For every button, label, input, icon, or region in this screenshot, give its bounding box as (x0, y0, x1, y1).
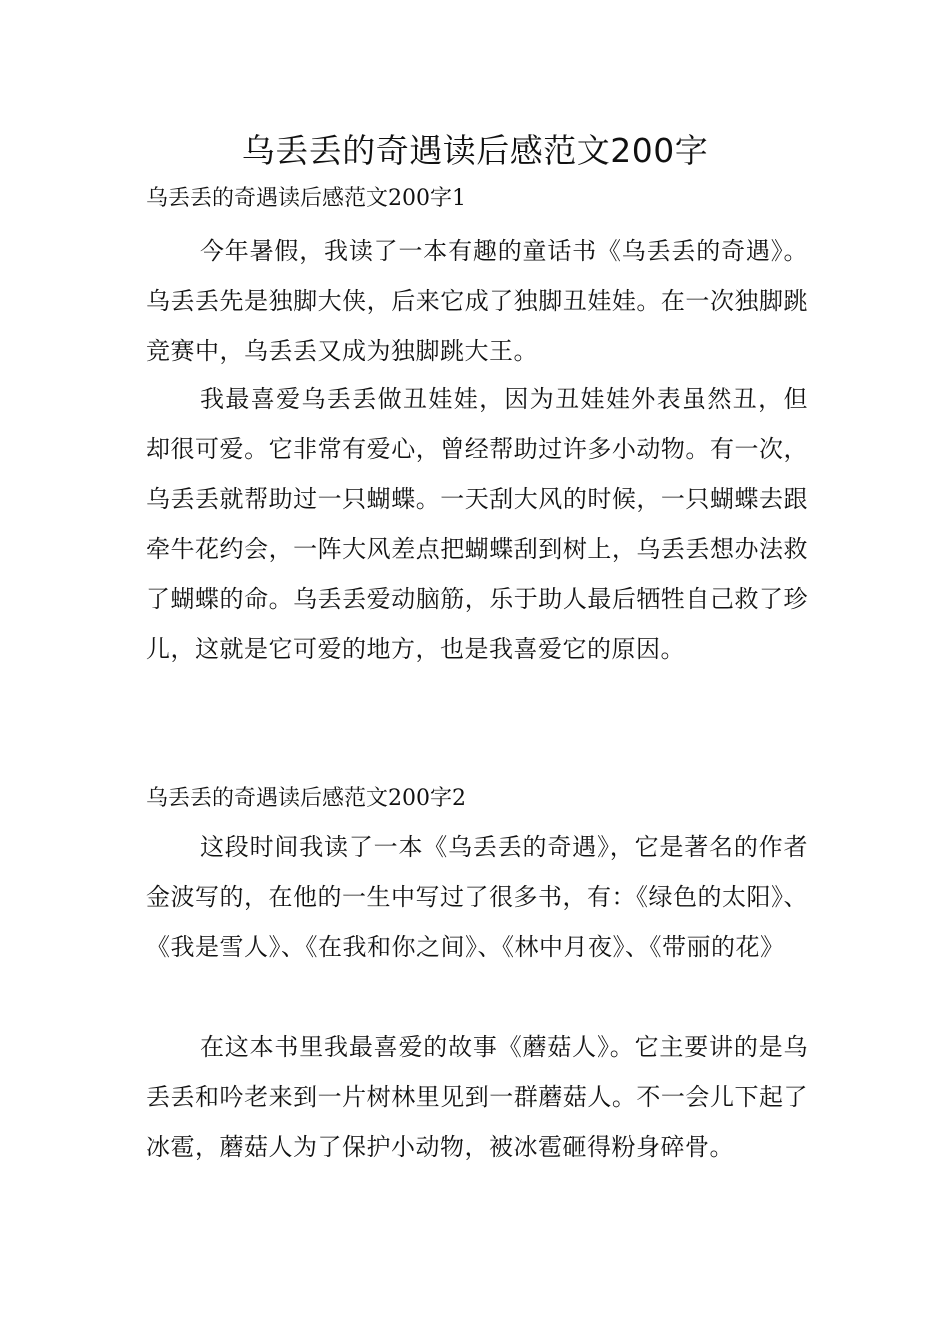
paragraph: 在这本书里我最喜爱的故事《蘑菇人》。它主要讲的是乌丢丢和吟老来到一片树林里见到一群蘑菇人。不一会儿下起了冰雹，蘑菇人为了保护小动物，被冰雹砸得粉身碎骨。 (146, 1033, 808, 1161)
page-title: 乌丢丢的奇遇读后感范文200字 (241, 131, 709, 170)
paragraph: 这段时间我读了一本《乌丢丢的奇遇》，它是著名的作者金波写的，在他的一生中写过了很多书，有：《绿色的太阳》、《我是雪人》、《在我和你之间》、《林中月夜》、《带丽的花》 (146, 833, 808, 961)
paragraph: 我最喜爱乌丢丢做丑娃娃，因为丑娃娃外表虽然丑，但却很可爱。它非常有爱心，曾经帮助过许多小动物。有一次，乌丢丢就帮助过一只蝴蝶。一天刮大风的时候，一只蝴蝶去跟牵牛花约会，一阵大风差点把蝴蝶刮到树上，乌丢丢想办法救了蝴蝶的命。乌丢丢爱动脑筋，乐于助人最后牺牲自己救了珍儿，这就是它可爱的地方，也是我喜爱它的原因。 (146, 385, 808, 663)
section-heading-1: 乌丢丢的奇遇读后感范文200字1 (146, 186, 466, 211)
paragraph: 今年暑假，我读了一本有趣的童话书《乌丢丢的奇遇》。乌丢丢先是独脚大侠，后来它成了独脚丑娃娃。在一次独脚跳竞赛中，乌丢丢又成为独脚跳大王。 (146, 237, 808, 365)
section-heading-2: 乌丢丢的奇遇读后感范文200字2 (146, 786, 466, 811)
